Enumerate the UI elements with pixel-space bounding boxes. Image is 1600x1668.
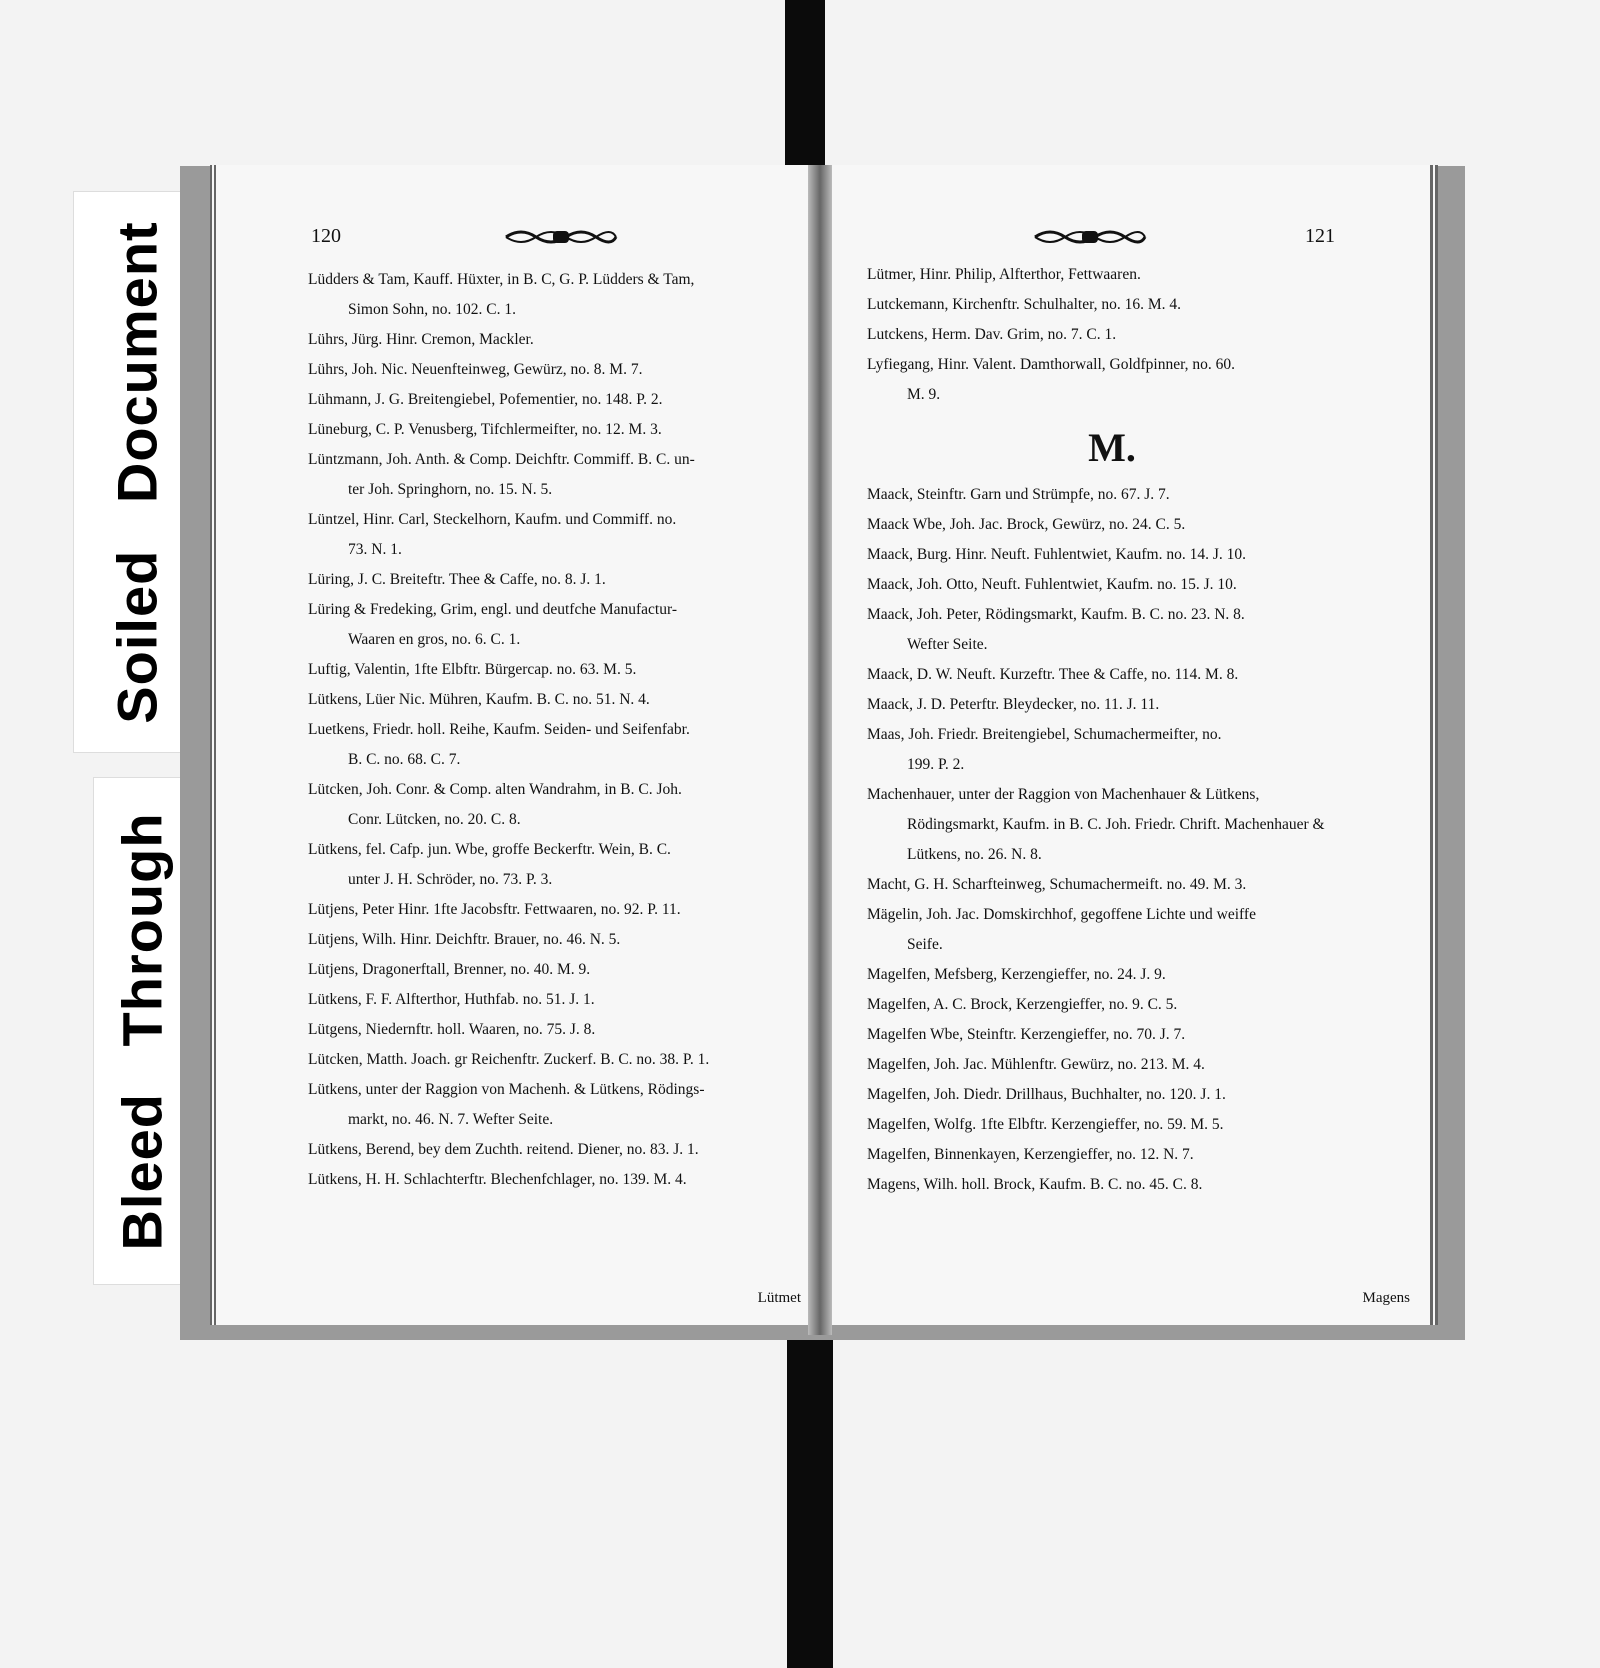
entry-main: Lütkens, Lüer Nic. Mühren, Kaufm. B. C. no. 51. N. 4. <box>308 691 650 708</box>
entry-main: Machenhauer, unter der Raggion von Machenhauer & Lütkens, <box>867 786 1260 803</box>
list-item <box>867 990 1357 1020</box>
list-item <box>867 1020 1357 1050</box>
entry-main: Lüdders & Tam, Kauff. Hüxter, in B. C, G. P. Lüdders & Tam, <box>308 271 695 288</box>
entry-main: Lütkens, F. F. Alfterthor, Huthfab. no. 51. J. 1. <box>308 991 595 1008</box>
right-page <box>825 165 1438 1325</box>
list-item <box>867 1170 1357 1200</box>
list-item <box>308 265 783 325</box>
entry-main: Lutckens, Herm. Dav. Grim, no. 7. C. 1. <box>867 326 1117 343</box>
entry-main: Maas, Joh. Friedr. Breitengiebel, Schumachermeifter, no. <box>867 726 1222 743</box>
entry-main: Lütmer, Hinr. Philip, Alfterthor, Fettwaaren. <box>867 266 1141 283</box>
list-item <box>308 955 783 985</box>
list-item <box>308 505 783 565</box>
ornament-icon <box>1030 227 1150 247</box>
entry-main: Maack, Joh. Otto, Neuft. Fuhlentwiet, Kaufm. no. 15. J. 10. <box>867 576 1237 593</box>
entry-continuation: 73. N. 1. <box>348 541 402 558</box>
entry-main: Mägelin, Joh. Jac. Domskirchhof, gegoffene Lichte und weiffe <box>867 906 1256 923</box>
entry-continuation: Wefter Seite. <box>907 636 988 653</box>
list-item <box>867 320 1357 350</box>
entry-continuation: Waaren en gros, no. 6. C. 1. <box>348 631 521 648</box>
entry-main: Lütjens, Dragonerftall, Brenner, no. 40. M. 9. <box>308 961 591 978</box>
list-item <box>308 985 783 1015</box>
list-item <box>308 595 783 655</box>
list-item <box>867 290 1357 320</box>
entry-main: Maack, Joh. Peter, Rödingsmarkt, Kaufm. B. C. no. 23. N. 8. <box>867 606 1245 623</box>
entry-main: Lührs, Jürg. Hinr. Cremon, Mackler. <box>308 331 534 348</box>
ornament-icon <box>501 227 621 247</box>
list-item <box>867 720 1357 780</box>
list-item <box>308 775 783 835</box>
list-item <box>308 415 783 445</box>
list-item <box>308 1075 783 1135</box>
left-page <box>210 165 821 1325</box>
list-item <box>867 480 1357 510</box>
list-item <box>867 1050 1357 1080</box>
entry-main: Lüring, J. C. Breiteftr. Thee & Caffe, no. 8. J. 1. <box>308 571 606 588</box>
list-item <box>867 780 1357 870</box>
list-item <box>867 870 1357 900</box>
entry-continuation: Seife. <box>907 936 943 953</box>
list-item <box>867 570 1357 600</box>
bleed-through-label: Bleed Through <box>94 778 190 1284</box>
list-item <box>867 690 1357 720</box>
entry-main: Lütgens, Niedernftr. holl. Waaren, no. 75. J. 8. <box>308 1021 596 1038</box>
entry-main: Maack, D. W. Neuft. Kurzeftr. Thee & Caffe, no. 114. M. 8. <box>867 666 1239 683</box>
list-item <box>867 540 1357 570</box>
list-item <box>308 655 783 685</box>
entry-list <box>308 265 783 1195</box>
entry-continuation: unter J. H. Schröder, no. 73. P. 3. <box>348 871 553 888</box>
list-item <box>308 925 783 955</box>
list-item <box>308 385 783 415</box>
entry-main: Lütkens, unter der Raggion von Machenh. & Lütkens, Rödings- <box>308 1081 705 1098</box>
entry-main: Lutckemann, Kirchenftr. Schulhalter, no. 16. M. 4. <box>867 296 1182 313</box>
entry-main: Lyfiegang, Hinr. Valent. Damthorwall, Goldfpinner, no. 60. <box>867 356 1236 373</box>
entry-main: Lütjens, Wilh. Hinr. Deichftr. Brauer, no. 46. N. 5. <box>308 931 621 948</box>
entry-main: Lüntzmann, Joh. Anth. & Comp. Deichftr. Commiff. B. C. un- <box>308 451 695 468</box>
list-item <box>308 1135 783 1165</box>
entry-main: Magens, Wilh. holl. Brock, Kaufm. B. C. no. 45. C. 8. <box>867 1176 1203 1193</box>
entry-main: Magelfen, Mefsberg, Kerzengieffer, no. 24. J. 9. <box>867 966 1166 983</box>
entry-main: Lütkens, H. H. Schlachterftr. Blechenfchlager, no. 139. M. 4. <box>308 1171 687 1188</box>
entry-main: Luetkens, Friedr. holl. Reihe, Kaufm. Seiden- und Seifenfabr. <box>308 721 690 738</box>
list-item <box>867 960 1357 990</box>
entry-continuation: B. C. no. 68. C. 7. <box>348 751 461 768</box>
list-item <box>308 685 783 715</box>
list-item <box>308 445 783 505</box>
entry-continuation: 199. P. 2. <box>907 756 965 773</box>
list-item <box>308 895 783 925</box>
list-item <box>867 660 1357 690</box>
entry-main: Lütkens, fel. Cafp. jun. Wbe, groffe Beckerftr. Wein, B. C. <box>308 841 671 858</box>
list-item <box>867 1140 1357 1170</box>
catchword: Lütmet <box>757 1290 801 1306</box>
entry-continuation: M. 9. <box>907 386 941 403</box>
list-item <box>308 1165 783 1195</box>
entry-continuation: Simon Sohn, no. 102. C. 1. <box>348 301 516 318</box>
entry-main: Lüneburg, C. P. Venusberg, Tifchlermeifter, no. 12. M. 3. <box>308 421 662 438</box>
list-item <box>867 900 1357 960</box>
entry-main: Magelfen, A. C. Brock, Kerzengieffer, no. 9. C. 5. <box>867 996 1178 1013</box>
list-item <box>867 510 1357 540</box>
list-item <box>308 715 783 775</box>
catchword: Magens <box>1362 1290 1410 1306</box>
entry-main: Lütcken, Matth. Joach. gr Reichenftr. Zuckerf. B. C. no. 38. P. 1. <box>308 1051 710 1068</box>
list-item <box>867 1080 1357 1110</box>
entry-main: Lühmann, J. G. Breitengiebel, Pofementier, no. 148. P. 2. <box>308 391 663 408</box>
entry-continuation: Conr. Lütcken, no. 20. C. 8. <box>348 811 521 828</box>
entry-main: Maack Wbe, Joh. Jac. Brock, Gewürz, no. 24. C. 5. <box>867 516 1186 533</box>
list-item <box>867 350 1357 410</box>
entry-main: Macht, G. H. Scharfteinweg, Schumachermeift. no. 49. M. 3. <box>867 876 1247 893</box>
list-item <box>867 1110 1357 1140</box>
entry-continuation: ter Joh. Springhorn, no. 15. N. 5. <box>348 481 553 498</box>
entry-main: Luftig, Valentin, 1fte Elbftr. Bürgercap. no. 63. M. 5. <box>308 661 637 678</box>
entry-continuation: markt, no. 46. N. 7. Wefter Seite. <box>348 1111 554 1128</box>
list-item <box>308 565 783 595</box>
soiled-document-label: Soiled Document <box>74 192 200 752</box>
entry-main: Magelfen Wbe, Steinftr. Kerzengieffer, no. 70. J. 7. <box>867 1026 1186 1043</box>
list-item <box>308 325 783 355</box>
entry-main: Lütjens, Peter Hinr. 1fte Jacobsftr. Fettwaaren, no. 92. P. 11. <box>308 901 681 918</box>
book-gutter <box>808 165 832 1335</box>
list-item <box>308 355 783 385</box>
entry-main: Magelfen, Wolfg. 1fte Elbftr. Kerzengieffer, no. 59. M. 5. <box>867 1116 1224 1133</box>
entry-main: Lüring & Fredeking, Grim, engl. und deutfche Manufactur- <box>308 601 678 618</box>
entry-main: Maack, Steinftr. Garn und Strümpfe, no. 67. J. 7. <box>867 486 1170 503</box>
binding-strap-bottom <box>787 1320 833 1668</box>
entry-main: Maack, Burg. Hinr. Neuft. Fuhlentwiet, Kaufm. no. 14. J. 10. <box>867 546 1246 563</box>
entry-main: Maack, J. D. Peterftr. Bleydecker, no. 11. J. 11. <box>867 696 1160 713</box>
list-item <box>308 1045 783 1075</box>
entry-main: Lüntzel, Hinr. Carl, Steckelhorn, Kaufm. und Commiff. no. <box>308 511 677 528</box>
binding-strap-top <box>785 0 825 170</box>
entry-main: Lütkens, Berend, bey dem Zuchth. reitend. Diener, no. 83. J. 1. <box>308 1141 699 1158</box>
entry-main: Magelfen, Binnenkayen, Kerzengieffer, no. 12. N. 7. <box>867 1146 1194 1163</box>
page-number: 121 <box>1305 225 1335 247</box>
entry-continuation: Rödingsmarkt, Kaufm. in B. C. Joh. Friedr. Chrift. Machenhauer & Lütkens, no. 26. N. 8. <box>907 816 1325 863</box>
list-item <box>308 1015 783 1045</box>
list-item <box>867 600 1357 660</box>
entry-main: Lührs, Joh. Nic. Neuenfteinweg, Gewürz, no. 8. M. 7. <box>308 361 643 378</box>
list-item <box>308 835 783 895</box>
entry-main: Magelfen, Joh. Jac. Mühlenftr. Gewürz, no. 213. M. 4. <box>867 1056 1205 1073</box>
entry-main: Magelfen, Joh. Diedr. Drillhaus, Buchhalter, no. 120. J. 1. <box>867 1086 1226 1103</box>
list-item <box>867 260 1357 290</box>
page-number: 120 <box>311 225 341 247</box>
entry-list <box>867 260 1357 1200</box>
entry-main: Lütcken, Joh. Conr. & Comp. alten Wandrahm, in B. C. Joh. <box>308 781 682 798</box>
section-letter: M. <box>1088 425 1136 470</box>
